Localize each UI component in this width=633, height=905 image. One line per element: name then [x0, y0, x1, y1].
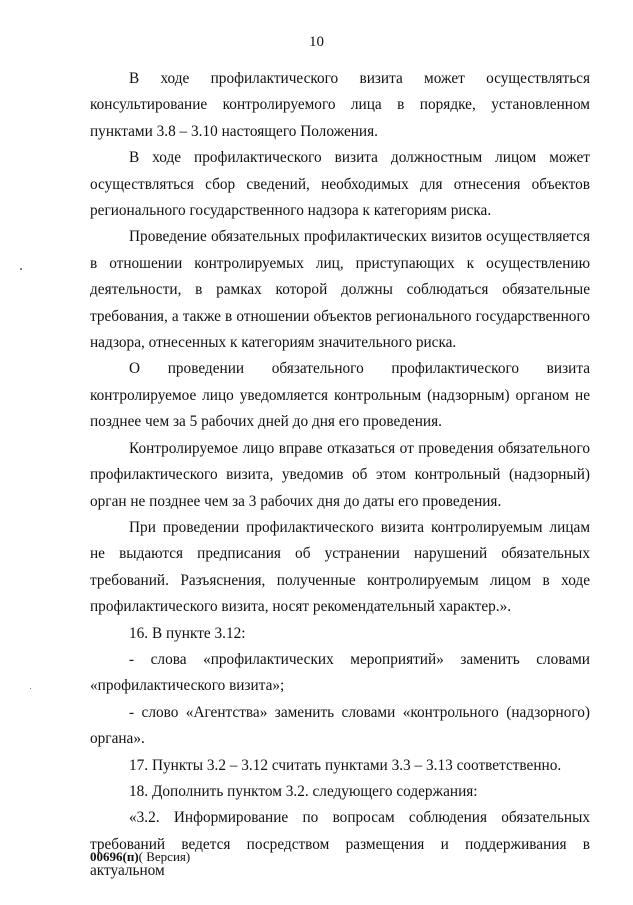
paragraph-2: В ходе профилактического визита должностным лицом может осуществляться сбор сведений, необходимых для отнесения объектов регионального государственного надзора к категориям риска.: [90, 149, 590, 220]
paragraph-5: Контролируемое лицо вправе отказаться от проведения обязательного профилактического визита, уведомив об этом контрольный (надзорный) орган не позднее чем за 3 рабочих дня до даты его проведения.: [90, 439, 590, 510]
paragraph-11: 18. Дополнить пунктом 3.2. следующего содержания:: [129, 782, 478, 800]
document-body: [90, 66, 590, 885]
page-number: 10: [309, 34, 324, 50]
footer: [90, 849, 190, 865]
paragraph-9: - слово «Агентства» заменить словами «контрольного (надзорного) органа».: [90, 703, 590, 748]
paragraph-4: О проведении обязательного профилактического визита контролируемое лицо уведомляется контрольным (надзорным) органом не позднее чем за 5 рабочих дней до дня его проведения.: [90, 360, 590, 431]
scan-speck: [20, 268, 22, 270]
paragraph-7: 16. В пункте 3.12:: [129, 624, 246, 642]
document-version: ( Версия): [138, 849, 191, 864]
paragraph-3: Проведение обязательных профилактических визитов осуществляется в отношении контролируемых лиц, приступающих к осуществлению деятельности, в рамках которой должны соблюдаться обязательные требования, а также в отношении объектов регионального государственного надзора, отнесенных к категориям значительного риска.: [90, 228, 590, 352]
document-code: 00696(п): [90, 849, 139, 864]
paragraph-10: 17. Пункты 3.2 – 3.12 считать пунктами 3.3 – 3.13 соответственно.: [129, 756, 562, 774]
scan-speck: [30, 688, 31, 689]
paragraph-8: - слова «профилактических мероприятий» заменить словами «профилактического визита»;: [90, 650, 590, 695]
paragraph-6: При проведении профилактического визита контролируемым лицам не выдаются предписания об устранении нарушений обязательных требований. Разъяснения, полученные контролируемым лицом в ходе профилактического визита, носят рекомендательный характер.».: [90, 518, 590, 616]
paragraph-12: «3.2. Информирование по вопросам соблюдения обязательных требований ведется посредством размещения и поддерживания в актуальном: [90, 809, 590, 880]
paragraph-1: В ходе профилактического визита может осуществляться консультирование контролируемого лица в порядке, установленном пунктами 3.8 – 3.10 настоящего Положения.: [90, 70, 590, 140]
